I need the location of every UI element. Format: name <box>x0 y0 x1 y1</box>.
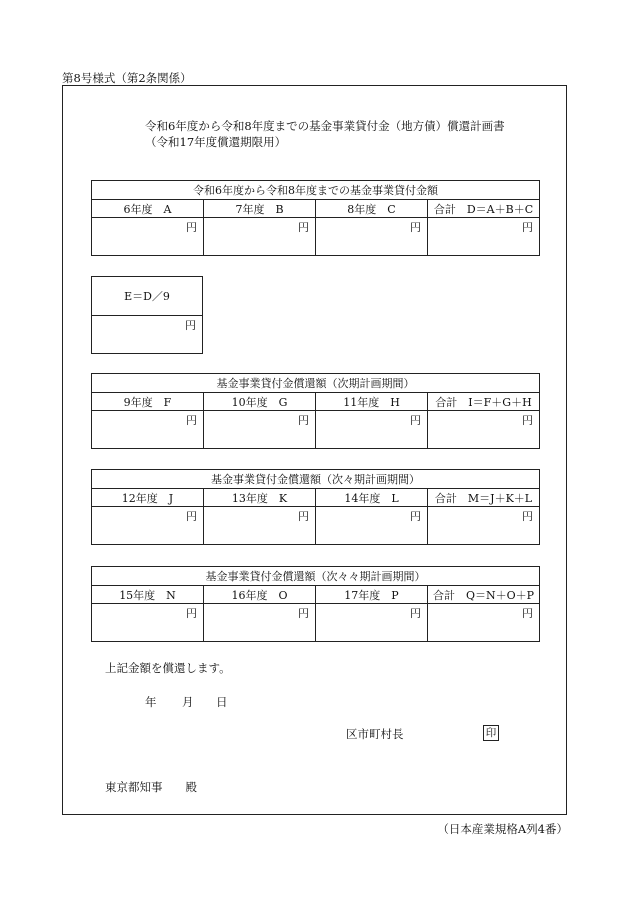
yen-unit: 円 <box>522 221 533 234</box>
yen-unit: 円 <box>298 414 309 427</box>
yen-unit: 円 <box>185 319 196 332</box>
paper-size-note: （日本産業規格A列4番） <box>437 822 568 836</box>
amount-cell[interactable] <box>428 507 540 545</box>
column-header: 9年度 F <box>92 393 204 411</box>
repayment-third-period-table <box>91 566 540 642</box>
e-formula-label: E＝D／9 <box>92 277 203 316</box>
amount-cell[interactable] <box>204 411 316 449</box>
column-header: 12年度 J <box>92 489 204 507</box>
column-header: 6年度 A <box>92 200 204 218</box>
document-title-line2: （令和17年度償還期限用） <box>145 135 287 149</box>
date-month-label: 月 <box>182 695 194 709</box>
amount-cell[interactable] <box>316 604 428 642</box>
yen-unit: 円 <box>186 221 197 234</box>
yen-unit: 円 <box>522 510 533 523</box>
column-header: 14年度 L <box>316 489 428 507</box>
table-header: 基金事業貸付金償還額（次々々期計画期間） <box>92 567 540 586</box>
yen-unit: 円 <box>298 607 309 620</box>
column-header: 合計 M＝J＋K＋L <box>428 489 540 507</box>
amount-cell[interactable] <box>204 507 316 545</box>
amount-cell[interactable] <box>92 604 204 642</box>
yen-unit: 円 <box>410 221 421 234</box>
yen-unit: 円 <box>186 607 197 620</box>
yen-unit: 円 <box>186 414 197 427</box>
amount-cell[interactable] <box>92 411 204 449</box>
amount-cell[interactable] <box>428 411 540 449</box>
addressee: 東京都知事 殿 <box>105 780 197 794</box>
loan-amount-table <box>91 180 540 256</box>
document-title-line1: 令和6年度から令和8年度までの基金事業貸付金（地方債）償還計画書 <box>145 119 505 133</box>
date-day-label: 日 <box>216 695 228 709</box>
amount-cell[interactable] <box>428 604 540 642</box>
table-header: 基金事業貸付金償還額（次々期計画期間） <box>92 470 540 489</box>
document-title <box>145 118 505 150</box>
amount-cell[interactable] <box>316 411 428 449</box>
signer-title: 区市町村長 <box>346 727 404 741</box>
column-header: 合計 D＝A＋B＋C <box>428 200 540 218</box>
amount-cell[interactable] <box>204 218 316 256</box>
e-calculation-box <box>91 276 203 354</box>
yen-unit: 円 <box>186 510 197 523</box>
column-header: 15年度 N <box>92 586 204 604</box>
table-header: 令和6年度から令和8年度までの基金事業貸付金額 <box>92 181 540 200</box>
amount-cell[interactable] <box>92 316 203 354</box>
column-header: 13年度 K <box>204 489 316 507</box>
amount-cell[interactable] <box>316 507 428 545</box>
amount-cell[interactable] <box>316 218 428 256</box>
amount-cell[interactable] <box>204 604 316 642</box>
table-header: 基金事業貸付金償還額（次期計画期間） <box>92 374 540 393</box>
yen-unit: 円 <box>410 414 421 427</box>
repayment-after-next-period-table <box>91 469 540 545</box>
seal-mark: 印 <box>483 725 499 741</box>
column-header: 合計 Q＝N＋O＋P <box>428 586 540 604</box>
amount-cell[interactable] <box>92 507 204 545</box>
column-header: 10年度 G <box>204 393 316 411</box>
column-header: 17年度 P <box>316 586 428 604</box>
yen-unit: 円 <box>298 510 309 523</box>
yen-unit: 円 <box>522 414 533 427</box>
column-header: 11年度 H <box>316 393 428 411</box>
column-header: 16年度 O <box>204 586 316 604</box>
column-header: 8年度 C <box>316 200 428 218</box>
yen-unit: 円 <box>522 607 533 620</box>
column-header: 7年度 B <box>204 200 316 218</box>
repayment-next-period-table <box>91 373 540 449</box>
repayment-statement: 上記金額を償還します。 <box>105 661 231 675</box>
yen-unit: 円 <box>298 221 309 234</box>
column-header: 合計 I＝F＋G＋H <box>428 393 540 411</box>
form-number-label: 第8号様式（第2条関係） <box>62 71 192 85</box>
yen-unit: 円 <box>410 510 421 523</box>
yen-unit: 円 <box>410 607 421 620</box>
amount-cell[interactable] <box>92 218 204 256</box>
amount-cell[interactable] <box>428 218 540 256</box>
date-year-label: 年 <box>145 695 157 709</box>
